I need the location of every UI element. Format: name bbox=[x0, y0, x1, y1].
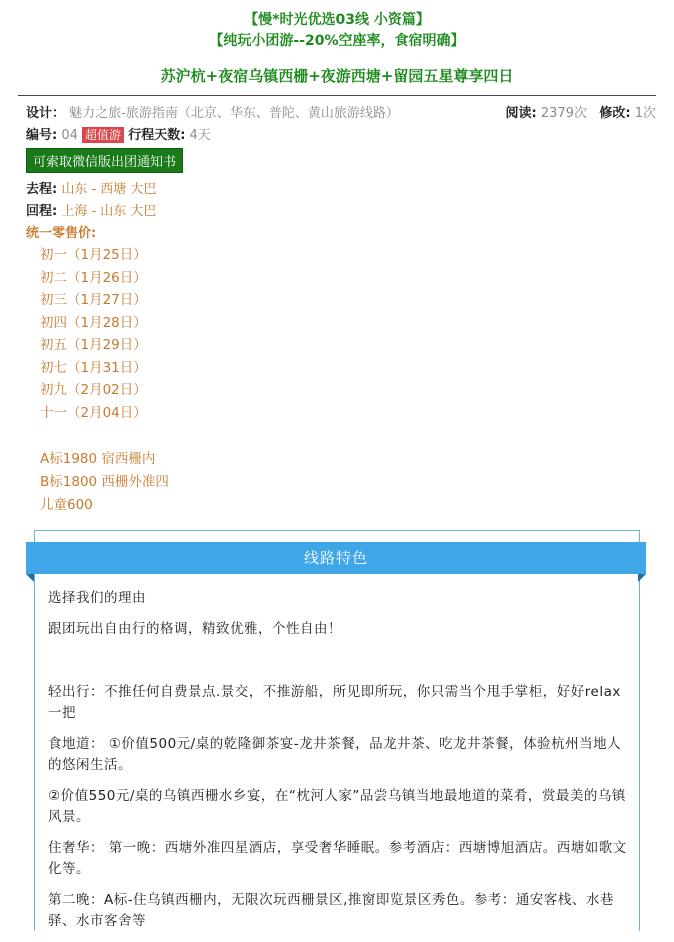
list-item: 初二（1月26日） bbox=[40, 269, 147, 286]
edits-label: 修改: bbox=[599, 106, 631, 121]
go-label: 去程: bbox=[26, 182, 58, 197]
reads-label: 阅读: bbox=[505, 106, 537, 121]
number-value: 04 bbox=[61, 128, 78, 143]
list-item: 初四（1月28日） bbox=[40, 314, 147, 331]
stats bbox=[506, 102, 656, 121]
days-label: 行程天数: bbox=[128, 128, 186, 143]
header-line1: 【慢*时光优选03线 小资篇】 bbox=[244, 12, 430, 28]
list-item: 初五（1月29日） bbox=[40, 337, 147, 353]
paragraph: 跟团玩出自由行的格调，精致优雅，个性自由！ bbox=[48, 621, 342, 637]
number-label: 编号: bbox=[26, 128, 58, 143]
edits-value: 1次 bbox=[634, 106, 656, 121]
return-row bbox=[26, 200, 656, 219]
list-item: 初七（1月31日） bbox=[40, 359, 147, 376]
header bbox=[0, 0, 674, 87]
divider bbox=[18, 95, 656, 96]
design-row bbox=[26, 102, 656, 121]
list-item: 初一（1月25日） bbox=[40, 247, 147, 263]
paragraph: 住奢华： 第一晚：西塘外准四星酒店，享受奢华睡眠。参考酒店：西塘博旭酒店。西塘如歌文化等。 bbox=[48, 840, 627, 877]
deal-badge: 超值游 bbox=[82, 127, 124, 143]
list-item: 儿童600 bbox=[40, 497, 93, 513]
price-label: 统一零售价: bbox=[26, 226, 97, 241]
design-value[interactable]: 魅力之旅-旅游指南（北京、华东、普陀、黄山旅游线路） bbox=[69, 106, 399, 121]
paragraph: 选择我们的理由 bbox=[48, 590, 146, 606]
price-row bbox=[26, 222, 656, 241]
days-value: 4天 bbox=[189, 128, 211, 143]
date-list bbox=[40, 244, 147, 424]
list-item: 初九（2月02日） bbox=[40, 382, 147, 398]
paragraph: ②价值550元/桌的乌镇西栅水乡宴，在“枕河人家”品尝乌镇当地最地道的菜肴，赏最美的乌镇风景。 bbox=[48, 788, 626, 825]
section-title: 线路特色 bbox=[26, 542, 646, 574]
reads-value: 2379次 bbox=[540, 106, 587, 121]
go-value: 山东 - 西塘 大巴 bbox=[61, 182, 157, 197]
list-item: 十一（2月04日） bbox=[40, 404, 147, 421]
header-line2: 【纯玩小团游--20%空座率，食宿明确】 bbox=[209, 33, 465, 49]
features-content bbox=[48, 588, 628, 942]
list-item: A标1980 宿西栅内 bbox=[40, 451, 156, 467]
list-item: B标1800 西栅外准四 bbox=[40, 474, 169, 490]
paragraph: 轻出行：不推任何自费景点.景交，不推游船，所见即所玩，你只需当个甩手掌柜，好好relax一把 bbox=[48, 684, 621, 721]
go-row bbox=[26, 178, 656, 197]
price-tiers bbox=[40, 448, 169, 517]
header-route-title: 苏沪杭+夜宿乌镇西栅+夜游西塘+留园五星尊享四日 bbox=[160, 67, 514, 85]
return-value: 上海 - 山东 大巴 bbox=[61, 204, 157, 219]
list-item: 初三（1月27日） bbox=[40, 292, 147, 308]
number-row bbox=[26, 124, 656, 143]
return-label: 回程: bbox=[26, 204, 58, 219]
design-label: 设计： bbox=[26, 106, 66, 121]
wechat-notice-button[interactable]: 可索取微信版出团通知书 bbox=[26, 148, 183, 173]
paragraph: 食地道： ①价值500元/桌的乾隆御茶宴-龙井茶餐，品龙井茶、吃龙井茶餐，体验杭州当地人的悠闲生活。 bbox=[48, 736, 622, 773]
paragraph: 第二晚：A标-住乌镇西栅内，无限次玩西栅景区,推窗即览景区秀色。参考：通安客栈、水巷驿、水市客舍等 bbox=[48, 892, 614, 929]
